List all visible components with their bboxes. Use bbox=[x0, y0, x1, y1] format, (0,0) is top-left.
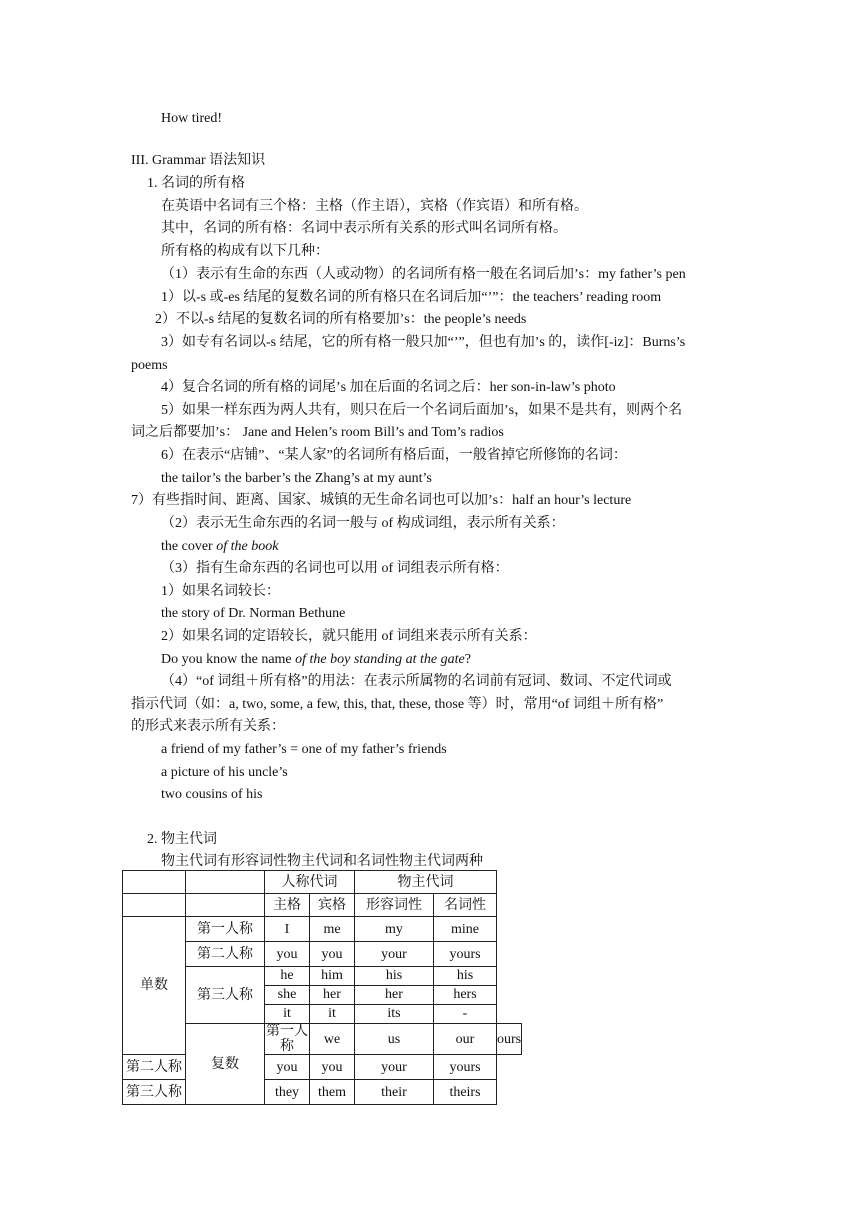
rule-heading: （4）“of 词组＋所有格”的用法：在表示所属物的名词前有冠词、数词、不定代词或 bbox=[161, 674, 672, 689]
table-row bbox=[123, 1080, 522, 1105]
cell-line: him bbox=[310, 967, 354, 986]
subheading-possessive-pronoun: 2. 物主代词 bbox=[147, 832, 217, 847]
rule-item: 6）在表示“店铺”、“某人家”的名词所有格后面，一般省掉它所修饰的名词： bbox=[161, 448, 627, 463]
rule-item: 5）如果一样东西为两人共有，则只在后一个名词后面加’s，如果不是共有，则两个名 bbox=[161, 403, 683, 418]
table-cell: you bbox=[265, 1055, 310, 1080]
table-cell: you bbox=[265, 942, 310, 967]
rule-item: 3）如专有名词以-s 结尾，它的所有格一般只加“’”，但也有加’s 的，读作[-iz]：Burns’s bbox=[161, 335, 686, 350]
example-line: the story of Dr. Norman Bethune bbox=[161, 606, 346, 621]
rule-item: 7）有些指时间、距离、国家、城镇的无生命名词也可以加’s：half an hour’s lecture bbox=[131, 493, 632, 508]
rule-heading: （3）指有生命东西的名词也可以用 of 词组表示所有格： bbox=[161, 561, 509, 576]
table-cell bbox=[434, 967, 497, 1024]
table-cell: we bbox=[310, 1024, 355, 1055]
table-cell: you bbox=[310, 1055, 355, 1080]
table-cell: your bbox=[355, 1055, 434, 1080]
table-cell: mine bbox=[434, 917, 497, 942]
table-cell: us bbox=[355, 1024, 434, 1055]
table-cell: yours bbox=[434, 942, 497, 967]
paragraph: 物主代词有形容词性物主代词和名词性物主代词两种 bbox=[161, 854, 483, 869]
example-line: a picture of his uncle’s bbox=[161, 765, 288, 780]
rule-item: 1）以-s 或-es 结尾的复数名词的所有格只在名词后加“’”：the teachers’ reading room bbox=[161, 290, 662, 305]
table-cell: you bbox=[310, 942, 355, 967]
group-singular: 单数 bbox=[123, 917, 186, 1055]
paragraph: 其中，名词的所有格：名词中表示所有关系的形式叫名词所有格。 bbox=[161, 221, 567, 236]
person-third: 第三人称 bbox=[186, 967, 265, 1024]
group-plural: 复数 bbox=[186, 1024, 265, 1105]
section-heading: III. Grammar 语法知识 bbox=[131, 153, 266, 168]
table-cell bbox=[123, 894, 186, 917]
example-line: a friend of my father’s = one of my father’s friends bbox=[161, 742, 447, 757]
cell-line: she bbox=[265, 986, 309, 1005]
table-cell: theirs bbox=[434, 1080, 497, 1105]
table-cell bbox=[186, 894, 265, 917]
header-adjectival: 形容词性 bbox=[355, 894, 434, 917]
paragraph: 所有格的构成有以下几种： bbox=[161, 244, 329, 259]
table-cell bbox=[355, 967, 434, 1024]
table-cell bbox=[186, 871, 265, 894]
table-cell bbox=[123, 871, 186, 894]
cell-line: his bbox=[355, 967, 433, 986]
cell-line: her bbox=[355, 986, 433, 1005]
header-subject-case: 主格 bbox=[265, 894, 310, 917]
rule-item-continued: poems bbox=[131, 358, 168, 373]
rule-heading-continued: 的形式来表示所有关系： bbox=[131, 719, 285, 734]
person-first: 第一人称 bbox=[266, 1024, 308, 1054]
table-cell: your bbox=[355, 942, 434, 967]
cell-line: hers bbox=[434, 986, 496, 1005]
table-cell: my bbox=[355, 917, 434, 942]
rule-heading-continued: 指示代词（如：a, two, some, a few, this, that, these, those 等）时，常用“of 词组＋所有格” bbox=[131, 697, 664, 712]
rule-item: 4）复合名词的所有格的词尾’s 加在后面的名词之后：her son-in-law’s photo bbox=[161, 380, 616, 395]
table-cell bbox=[265, 967, 310, 1024]
header-nominal: 名词性 bbox=[434, 894, 497, 917]
person-second: 第二人称 bbox=[186, 942, 265, 967]
cell-line: his bbox=[434, 967, 496, 986]
table-header-row bbox=[123, 871, 522, 894]
table-cell: their bbox=[355, 1080, 434, 1105]
cell-line: he bbox=[265, 967, 309, 986]
cell-line: her bbox=[310, 986, 354, 1005]
cell-line: - bbox=[462, 1006, 468, 1021]
subheading-noun-possessive: 1. 名词的所有格 bbox=[147, 176, 245, 191]
table-header-row bbox=[123, 894, 522, 917]
paragraph: 在英语中名词有三个格：主格（作主语），宾格（作宾语）和所有格。 bbox=[161, 199, 588, 214]
table-cell: them bbox=[310, 1080, 355, 1105]
table-cell bbox=[310, 967, 355, 1024]
header-personal-pronoun: 人称代词 bbox=[265, 871, 355, 894]
example-line: the tailor’s the barber’s the Zhang’s at my aunt’s bbox=[161, 471, 432, 486]
table-cell: they bbox=[265, 1080, 310, 1105]
person-third: 第三人称 bbox=[123, 1080, 186, 1105]
cell-line: its bbox=[387, 1006, 401, 1021]
example-line: the cover of the book bbox=[161, 539, 279, 554]
header-object-case: 宾格 bbox=[310, 894, 355, 917]
rule-item: 2）如果名词的定语较长，就只能用 of 词组来表示所有关系： bbox=[161, 629, 537, 644]
exclamation-example: How tired! bbox=[161, 111, 223, 126]
rule-item-continued: 词之后都要加’s： Jane and Helen’s room Bill’s and Tom’s radios bbox=[131, 425, 504, 440]
header-possessive-pronoun: 物主代词 bbox=[355, 871, 497, 894]
table-cell: yours bbox=[434, 1055, 497, 1080]
rule-item: （1）表示有生命的东西（人或动物）的名词所有格一般在名词后加’s：my father’s pen bbox=[161, 267, 686, 282]
table-row bbox=[123, 1055, 522, 1080]
person-second: 第二人称 bbox=[123, 1055, 186, 1080]
person-first: 第一人称 bbox=[186, 917, 265, 942]
table-cell: I bbox=[265, 917, 310, 942]
table-cell: our bbox=[434, 1024, 497, 1055]
table-cell: me bbox=[310, 917, 355, 942]
rule-heading: （2）表示无生命东西的名词一般与 of 构成词组，表示所有关系： bbox=[161, 516, 565, 531]
example-line: two cousins of his bbox=[161, 787, 263, 802]
table-cell: ours bbox=[497, 1024, 522, 1055]
example-line: Do you know the name of the boy standing at the gate? bbox=[161, 652, 471, 667]
cell-line: it bbox=[283, 1006, 291, 1021]
rule-item: 2）不以-s 结尾的复数名词的所有格要加’s：the people’s needs bbox=[155, 312, 527, 327]
pronoun-table bbox=[122, 870, 522, 1105]
cell-line: it bbox=[328, 1006, 336, 1021]
table-row bbox=[123, 917, 522, 942]
rule-item: 1）如果名词较长： bbox=[161, 584, 280, 599]
